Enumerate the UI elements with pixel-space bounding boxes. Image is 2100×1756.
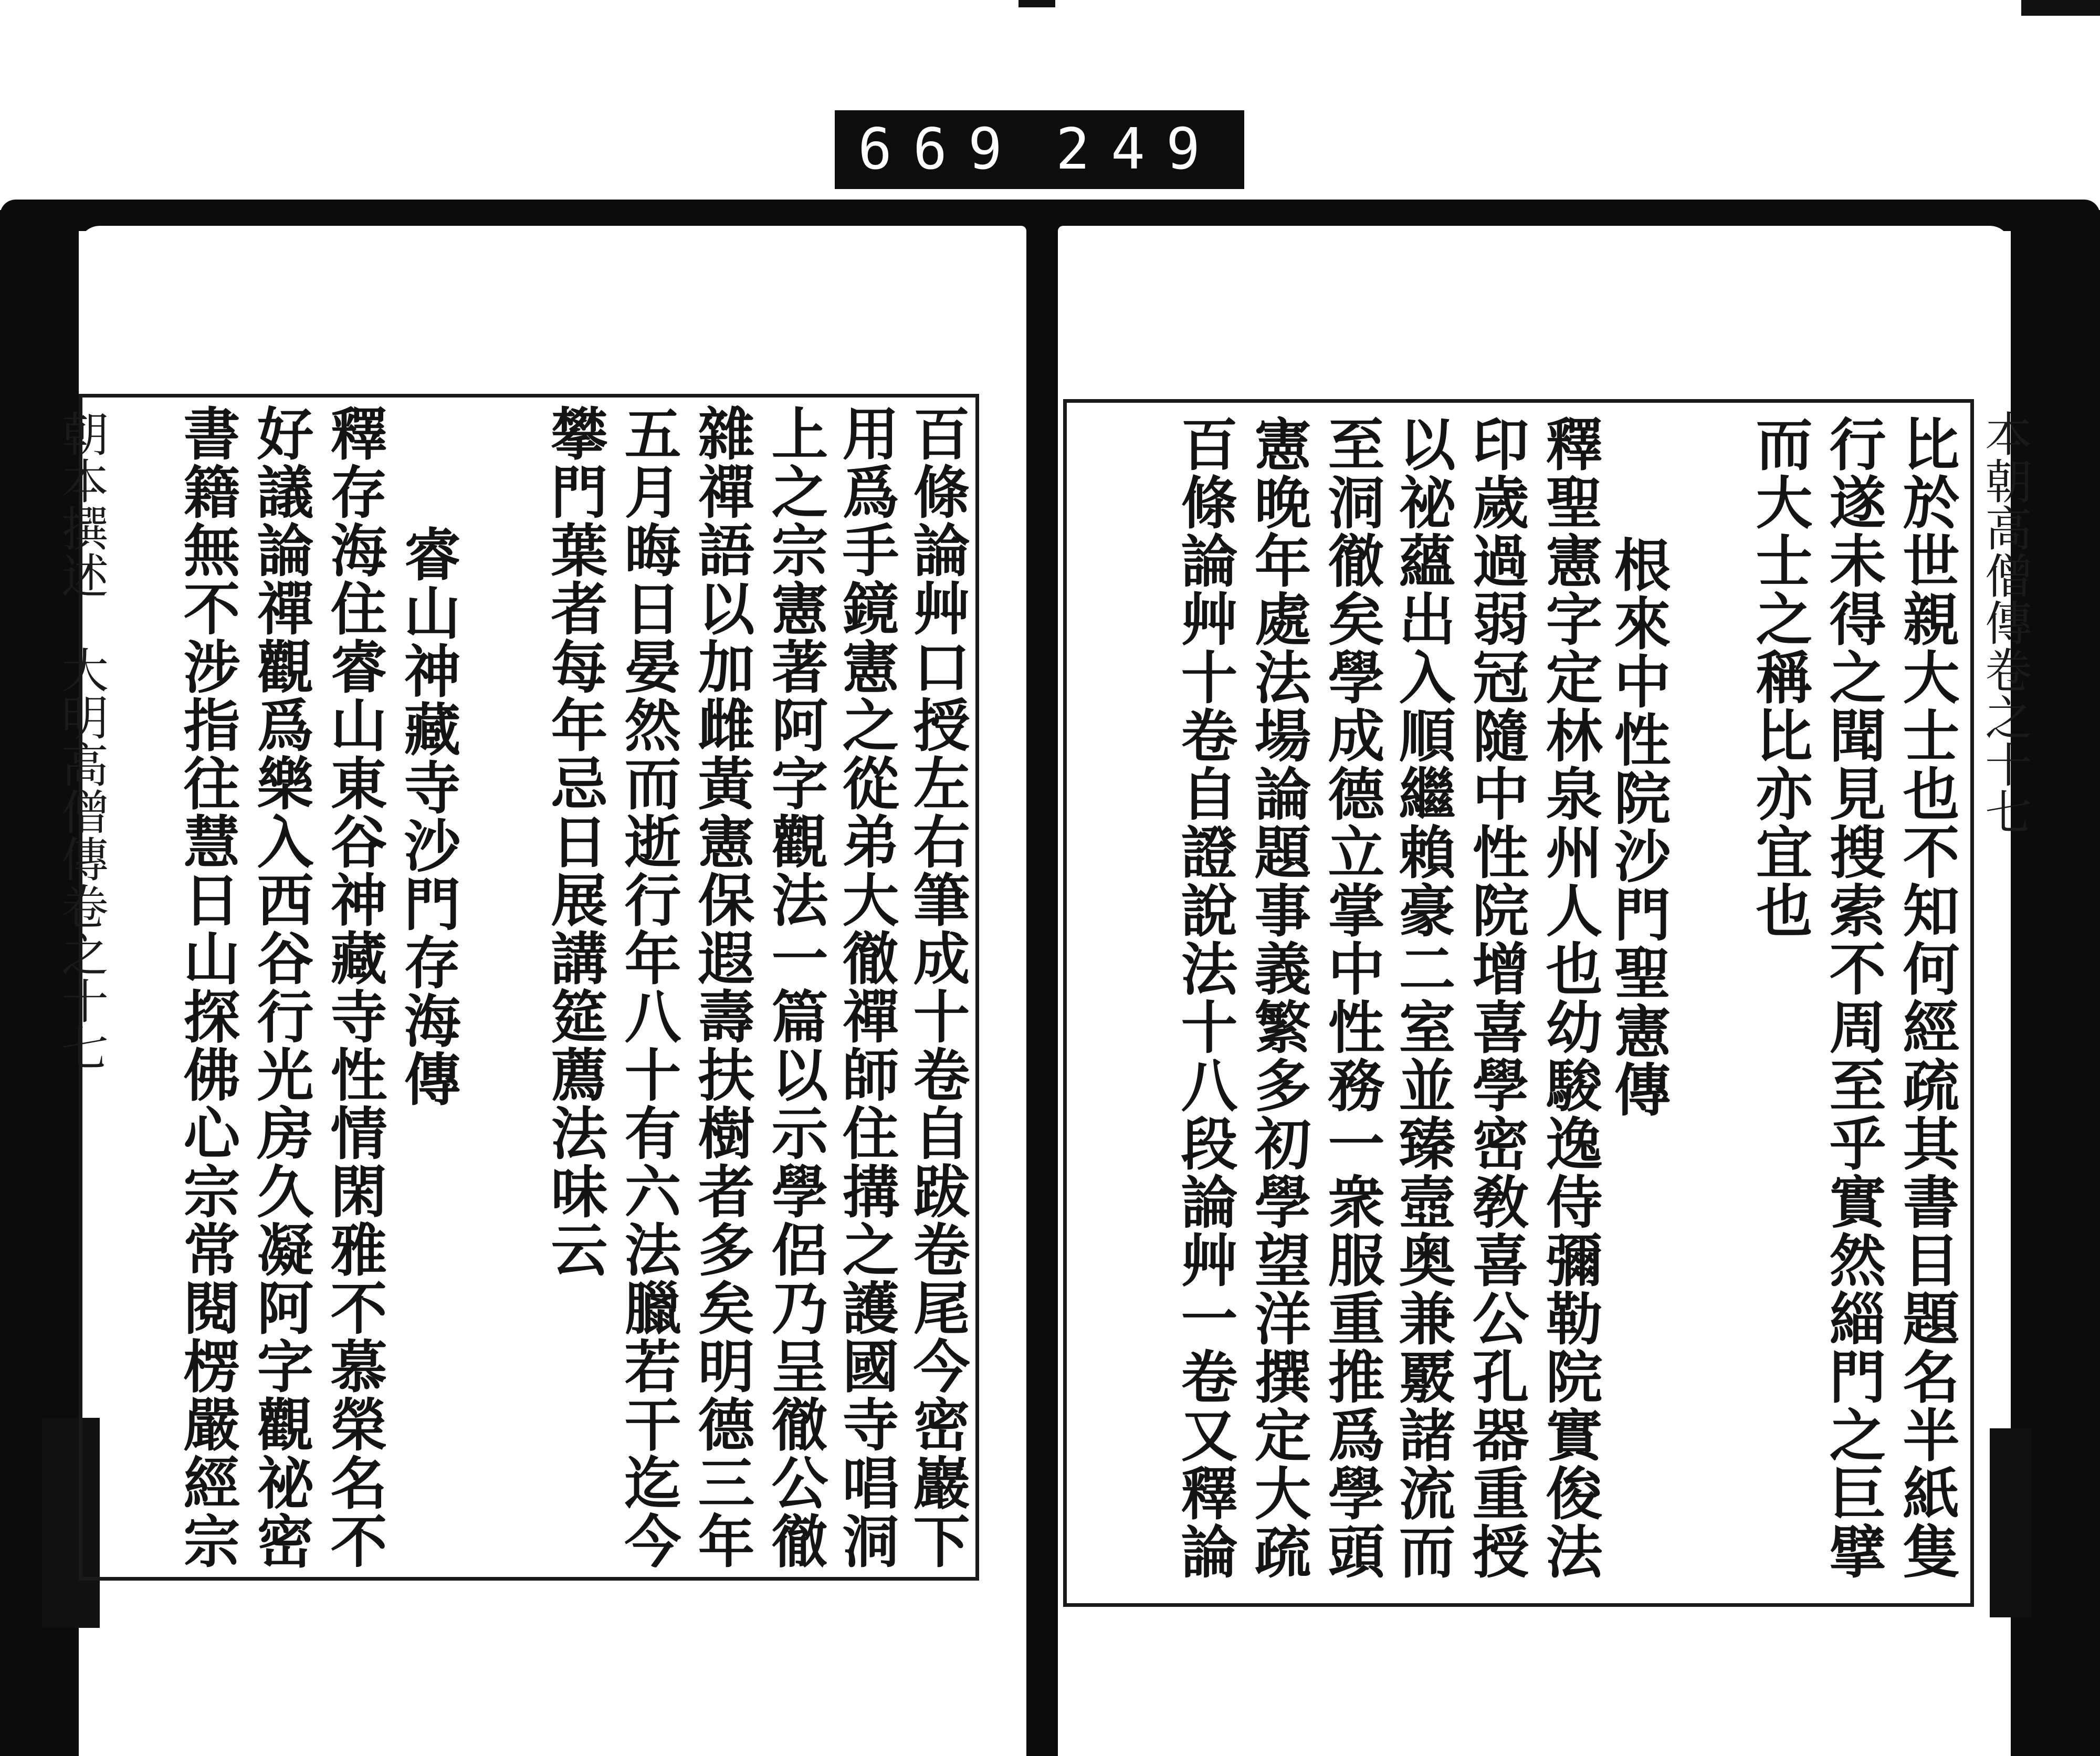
book-gutter bbox=[1026, 231, 1058, 1756]
right-page-edge-shadow bbox=[1990, 1428, 2032, 1617]
top-edge-mark-left bbox=[1018, 0, 1055, 7]
left-col-1: 百條論艸口授左右筆成十卷自跋卷尾今密巖下 bbox=[904, 404, 970, 1570]
left-col-11: 書籍無不涉指往慧日山探佛心宗常閱楞嚴經宗 bbox=[174, 404, 240, 1570]
right-col-6: 釋聖憲字定林泉州人也幼駿逸侍彌勒院實俊法 bbox=[1536, 415, 1602, 1581]
right-col-10: 憲晚年處法場論題事義繁多初學望洋撰定大疏 bbox=[1245, 415, 1311, 1581]
right-col-8: 以祕蘊出入順繼賴豪二室並臻壼奥兼覈諸流而 bbox=[1389, 415, 1455, 1581]
left-col-8: 睿山神藏寺沙門存海傳 bbox=[394, 525, 460, 1108]
left-page-margin-title: 朝本撰述 大明高僧傳卷之十七 bbox=[53, 410, 108, 1071]
left-col-9: 釋存海住睿山東谷神藏寺性情閑雅不慕榮名不 bbox=[321, 404, 387, 1570]
right-col-11: 百條論艸十卷自證說法十八段論艸一卷又釋論 bbox=[1171, 415, 1237, 1581]
catalog-number-right: 249 bbox=[1055, 117, 1221, 182]
left-col-4: 雜禪語以加雌黃憲保遐壽扶樹者多矣明德三年 bbox=[688, 404, 754, 1570]
right-col-7: 印歲過弱冠隨中性院增喜學密敎喜公孔器重授 bbox=[1463, 415, 1529, 1581]
right-col-9: 至洞徹矣學成德立掌中性務一衆服重推爲學頭 bbox=[1318, 415, 1384, 1581]
right-page-margin-title: 本朝高僧傳卷之十七 bbox=[1977, 410, 2032, 835]
right-col-5: 根來中性院沙門聖憲傳 bbox=[1604, 536, 1671, 1119]
left-col-3: 上之宗憲著阿字觀法一篇以示學侶乃呈徹公徹 bbox=[762, 404, 828, 1570]
top-edge-mark-right bbox=[2021, 0, 2100, 16]
left-col-10: 好議論禪觀爲樂入西谷行光房久凝阿字觀祕密 bbox=[247, 404, 313, 1570]
right-col-1: 比於世親大士也不知何經疏其書目題名半紙隻 bbox=[1893, 415, 1959, 1581]
right-col-3: 而大士之稱比亦宜也 bbox=[1746, 415, 1812, 939]
catalog-number-label bbox=[835, 110, 1244, 189]
left-col-2: 用爲手鏡憲之從弟大徹禪師住搆之護國寺唱洞 bbox=[833, 404, 899, 1570]
right-col-2: 行遂未得之聞見搜索不周至乎實然緇門之巨擘 bbox=[1820, 415, 1886, 1581]
left-col-5: 五月晦日晏然而逝行年八十有六法臘若干迄今 bbox=[615, 404, 681, 1570]
left-col-6: 攀門葉者每年忌日展講筵薦法味云 bbox=[541, 404, 607, 1279]
catalog-number-left: 669 bbox=[858, 117, 1024, 182]
